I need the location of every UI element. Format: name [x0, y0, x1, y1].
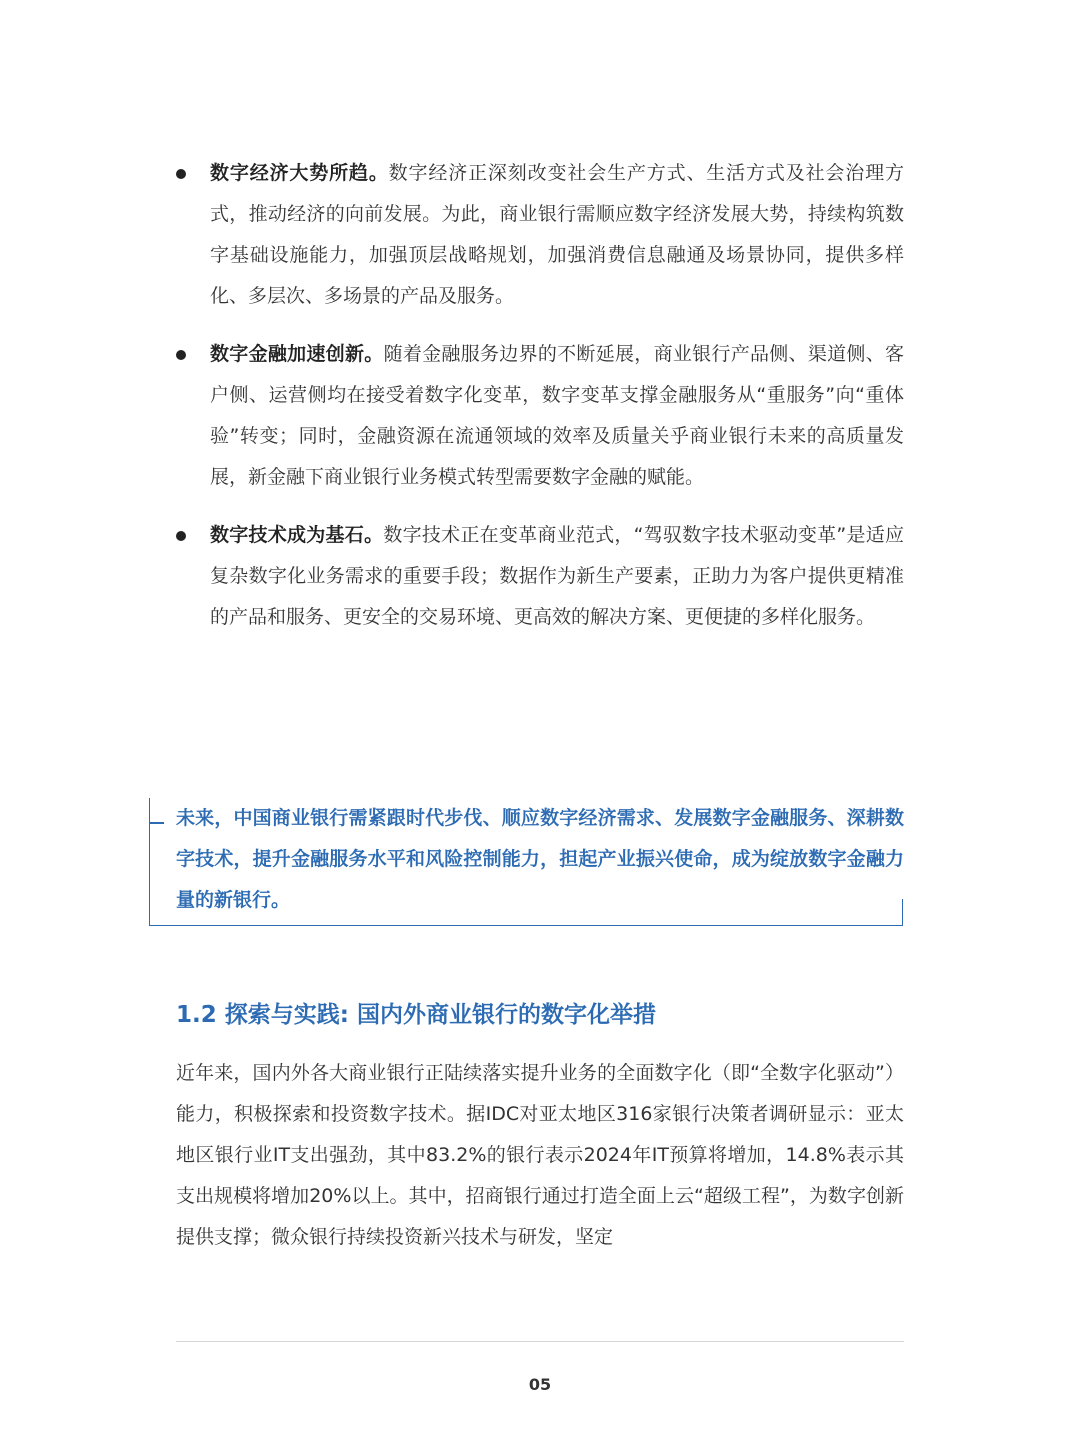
bullet-text: 数字经济正深刻改变社会生产方式、生活方式及社会治理方式，推动经济的向前发展。为此，商业银行需顺应数字经济发展大势，持续构筑数字基础设施能力，加强顶层战略规划，加强消费信息融通及场景协同，提供多样化、多层次、多场景的产品及服务。	[210, 162, 904, 307]
bullet-lead: 数字技术成为基石。	[210, 524, 384, 546]
bullet-dot-icon	[176, 350, 186, 360]
callout-corner-tick	[150, 822, 164, 824]
callout-text: 未来，中国商业银行需紧跟时代步伐、顺应数字经济需求、发展数字金融服务、深耕数字技术，提升金融服务水平和风险控制能力，担起产业振兴使命，成为绽放数字金融力量的新银行。	[176, 807, 904, 911]
footer-divider	[176, 1341, 904, 1342]
bullet-item-digital-finance	[176, 334, 904, 498]
bullet-lead: 数字金融加速创新。	[210, 343, 384, 365]
callout-box	[149, 798, 903, 926]
bullet-dot-icon	[176, 169, 186, 179]
bullet-text: 随着金融服务边界的不断延展，商业银行产品侧、渠道侧、客户侧、运营侧均在接受着数字化变革，数字变革支撑金融服务从“重服务”向“重体验”转变；同时，金融资源在流通领域的效率及质量关乎商业银行未来的高质量发展，新金融下商业银行业务模式转型需要数字金融的赋能。	[210, 343, 904, 488]
bullet-text: 数字技术正在变革商业范式，“驾驭数字技术驱动变革”是适应复杂数字化业务需求的重要手段；数据作为新生产要素，正助力为客户提供更精准的产品和服务、更安全的交易环境、更高效的解决方案、更便捷的多样化服务。	[210, 524, 904, 628]
bullet-dot-icon	[176, 531, 186, 541]
bullet-item-digital-economy	[176, 153, 904, 317]
page-number: 05	[528, 1375, 552, 1394]
bullet-lead: 数字经济大势所趋。	[210, 162, 389, 184]
bullet-item-digital-technology	[176, 515, 904, 638]
bullet-list	[176, 153, 904, 655]
section-body-paragraph: 近年来，国内外各大商业银行正陆续落实提升业务的全面数字化（即“全数字化驱动”）能力，积极探索和投资数字技术。据IDC对亚太地区316家银行决策者调研显示：亚太地区银行业IT支出强劲，其中83.2%的银行表示2024年IT预算将增加，14.8%表示其支出规模将增加20%以上。其中，招商银行通过打造全面上云“超级工程”，为数字创新提供支撑；微众银行持续投资新兴技术与研发，坚定	[176, 1062, 904, 1248]
section-heading: 1.2 探索与实践: 国内外商业银行的数字化举措	[176, 1002, 656, 1028]
